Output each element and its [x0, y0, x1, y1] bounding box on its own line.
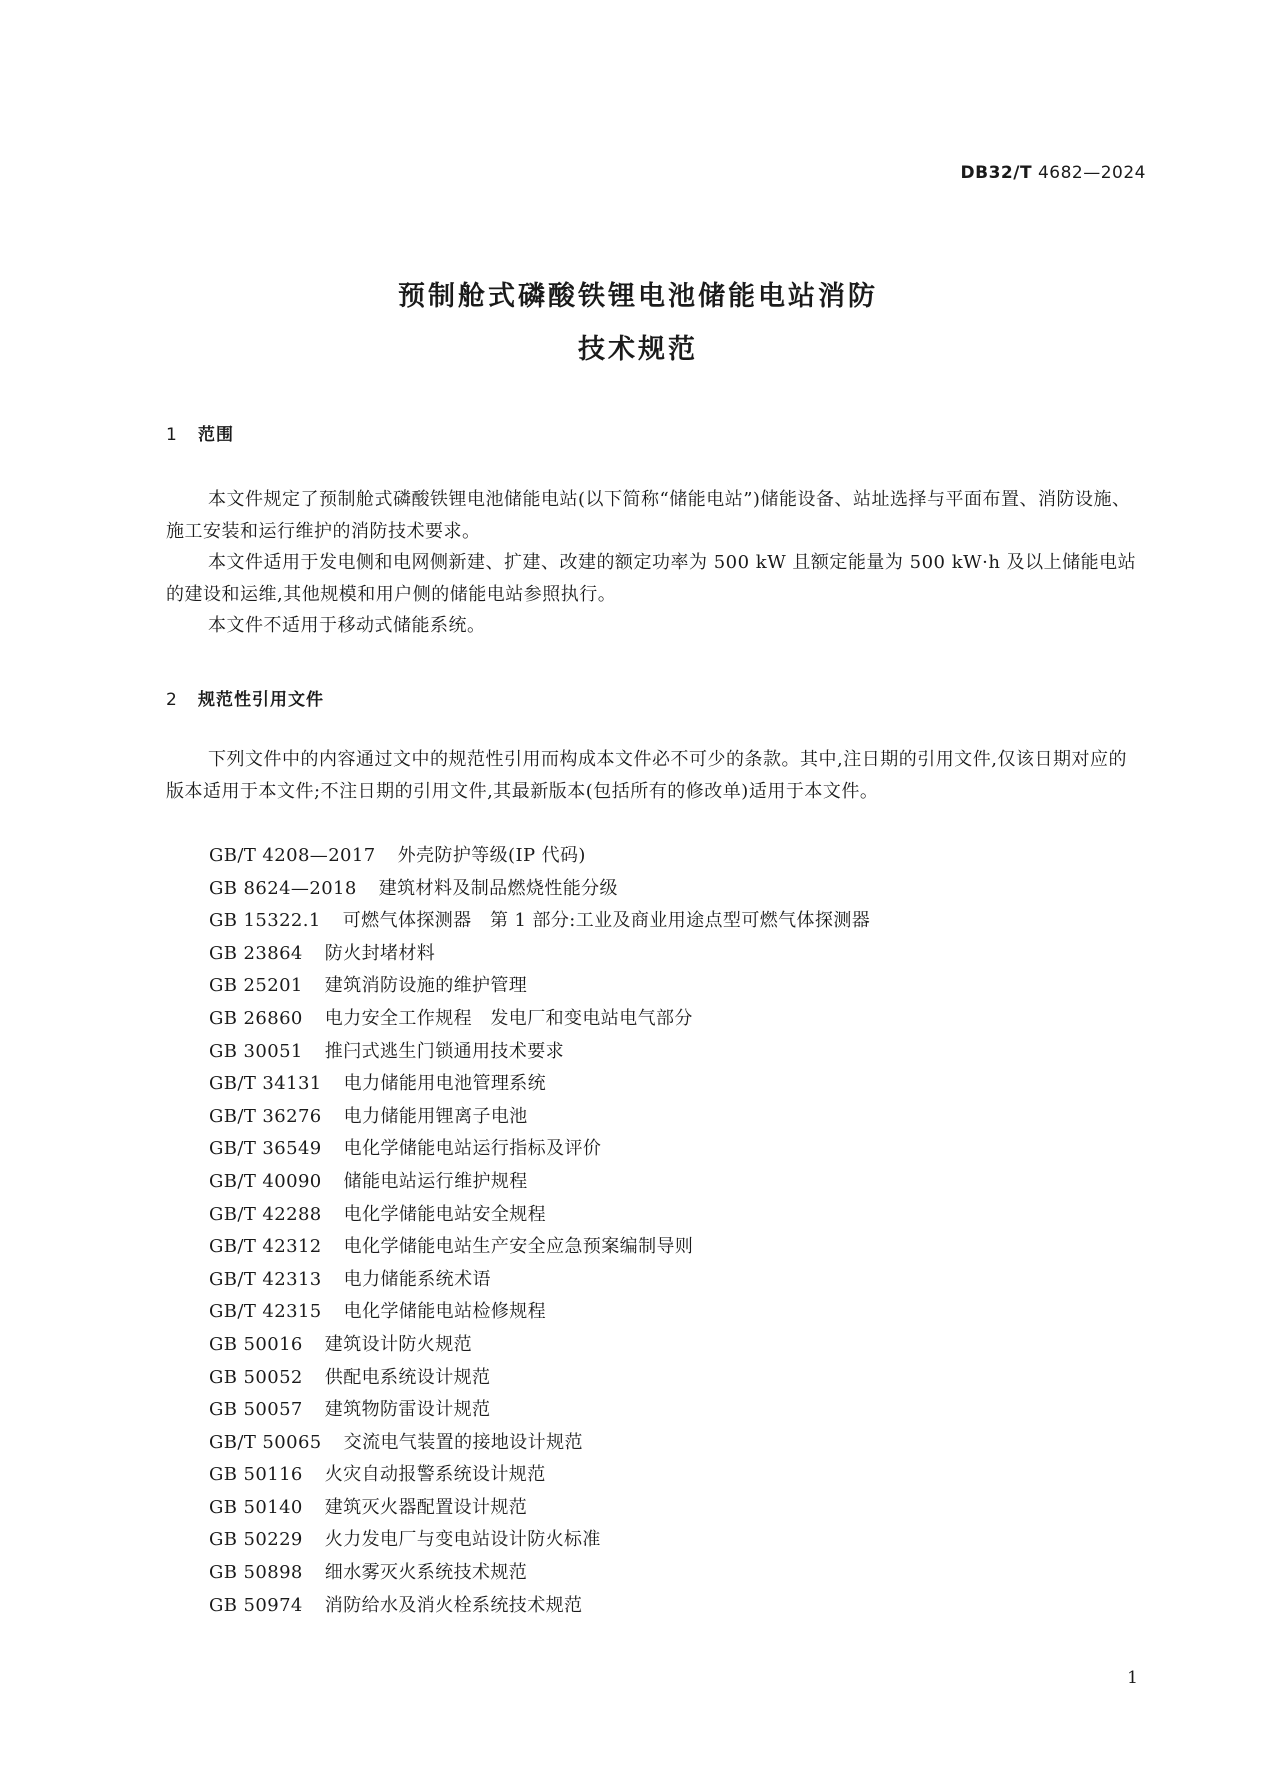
reference-code: GB/T 42313: [209, 1268, 322, 1290]
reference-code: GB/T 4208—2017: [209, 845, 376, 866]
reference-title: 储能电站运行维护规程: [343, 1170, 528, 1192]
reference-code: GB/T 42312: [209, 1236, 322, 1258]
section-2-number: 2: [166, 690, 178, 710]
reference-item: [209, 905, 870, 938]
reference-item: [209, 1557, 870, 1590]
reference-code: GB 50016: [209, 1333, 303, 1355]
reference-item: [209, 1231, 870, 1264]
section-1-paragraph-1: 本文件规定了预制舱式磷酸铁锂电池储能电站(以下简称“储能电站”)储能设备、站址选择与平面布置、消防设施、施工安装和运行维护的消防技术要求。: [166, 489, 1131, 542]
reference-title: 电力储能用电池管理系统: [343, 1073, 547, 1095]
reference-code: GB 8624—2018: [209, 877, 357, 899]
reference-item: [209, 1394, 870, 1427]
reference-title: 电力储能系统术语: [343, 1268, 491, 1290]
reference-title: 建筑消防设施的维护管理: [324, 975, 528, 997]
title-line-1: 预制舱式磷酸铁锂电池储能电站消防: [398, 281, 878, 312]
reference-item: [209, 1492, 870, 1525]
reference-title: 防火封堵材料: [324, 942, 436, 964]
reference-code: GB/T 36549: [209, 1138, 322, 1160]
reference-title: 外壳防护等级(IP 代码): [397, 845, 586, 866]
reference-code: GB 23864: [209, 942, 303, 964]
reference-code: GB 50116: [209, 1464, 303, 1486]
section-1-paragraph-3: 本文件不适用于移动式储能系统。: [208, 615, 486, 636]
reference-code: GB/T 36276: [209, 1105, 322, 1127]
reference-title: 建筑设计防火规范: [324, 1333, 472, 1355]
section-2-heading: [166, 685, 324, 710]
reference-title: 电力储能用锂离子电池: [343, 1105, 528, 1127]
reference-item: [209, 938, 870, 971]
section-1-title: 范围: [198, 425, 234, 445]
reference-title: 火灾自动报警系统设计规范: [324, 1464, 546, 1486]
reference-title: 供配电系统设计规范: [324, 1366, 491, 1388]
reference-code: GB 15322.1: [209, 910, 321, 932]
reference-item: [209, 1329, 870, 1362]
reference-title: 交流电气装置的接地设计规范: [343, 1431, 583, 1453]
section-1-number: 1: [166, 425, 178, 445]
reference-code: GB 25201: [209, 975, 303, 997]
reference-code: GB/T 40090: [209, 1170, 322, 1192]
reference-code: GB/T 34131: [209, 1073, 322, 1095]
reference-title: 建筑灭火器配置设计规范: [324, 1496, 528, 1518]
reference-item: [209, 1264, 870, 1297]
reference-title: 电力安全工作规程 发电厂和变电站电气部分: [324, 1007, 693, 1029]
reference-item: [209, 1003, 870, 1036]
reference-code: GB 50057: [209, 1399, 303, 1421]
reference-title: 火力发电厂与变电站设计防火标准: [324, 1529, 601, 1551]
reference-code: GB/T 42288: [209, 1203, 322, 1225]
reference-item: [209, 1524, 870, 1557]
reference-code: GB/T 50065: [209, 1431, 322, 1453]
reference-list: [209, 840, 870, 1622]
reference-item: [209, 1199, 870, 1232]
reference-title: 电化学储能电站检修规程: [343, 1301, 547, 1323]
standard-code: [961, 163, 1146, 183]
reference-title: 细水雾灭火系统技术规范: [324, 1562, 528, 1584]
reference-code: GB 30051: [209, 1040, 303, 1062]
reference-item: [209, 970, 870, 1003]
reference-item: [209, 873, 870, 906]
reference-title: 推闩式逃生门锁通用技术要求: [324, 1040, 564, 1062]
standard-code-number: 4682—2024: [1037, 163, 1146, 183]
reference-item: [209, 1590, 870, 1623]
reference-item: [209, 1459, 870, 1492]
page-number: 1: [1127, 1668, 1138, 1688]
reference-code: GB 50140: [209, 1496, 303, 1518]
reference-code: GB 50898: [209, 1562, 303, 1584]
reference-item: [209, 1101, 870, 1134]
reference-item: [209, 1068, 870, 1101]
reference-item: [209, 1362, 870, 1395]
reference-code: GB 26860: [209, 1007, 303, 1029]
section-2-intro: 下列文件中的内容通过文中的规范性引用而构成本文件必不可少的条款。其中,注日期的引用文件,仅该日期对应的版本适用于本文件;不注日期的引用文件,其最新版本(包括所有的修改单)适用于本文件。: [166, 749, 1127, 802]
reference-title: 电化学储能电站运行指标及评价: [343, 1138, 602, 1160]
reference-title: 建筑材料及制品燃烧性能分级: [378, 877, 618, 899]
reference-item: [209, 1133, 870, 1166]
reference-title: 可燃气体探测器 第 1 部分:工业及商业用途点型可燃气体探测器: [342, 910, 871, 932]
reference-title: 消防给水及消火栓系统技术规范: [324, 1594, 583, 1616]
reference-item: [209, 1036, 870, 1069]
reference-code: GB 50052: [209, 1366, 303, 1388]
reference-code: GB/T 42315: [209, 1301, 322, 1323]
reference-item: [209, 1427, 870, 1460]
reference-item: [209, 1296, 870, 1329]
reference-title: 电化学储能电站生产安全应急预案编制导则: [343, 1236, 694, 1258]
reference-item: [209, 1166, 870, 1199]
section-1-paragraph-2: 本文件适用于发电侧和电网侧新建、扩建、改建的额定功率为 500 kW 且额定能量为 500 kW·h 及以上储能电站的建设和运维,其他规模和用户侧的储能电站参照执行。: [166, 552, 1137, 605]
section-1-heading: [166, 420, 234, 445]
document-title: [0, 270, 1276, 376]
title-line-2: 技术规范: [578, 334, 698, 365]
standard-code-prefix: DB32/T: [960, 163, 1033, 183]
reference-title: 建筑物防雷设计规范: [324, 1399, 491, 1421]
reference-item: [209, 840, 870, 873]
reference-code: GB 50974: [209, 1594, 303, 1616]
reference-title: 电化学储能电站安全规程: [343, 1203, 547, 1225]
section-2-title: 规范性引用文件: [198, 690, 324, 710]
reference-code: GB 50229: [209, 1529, 303, 1551]
